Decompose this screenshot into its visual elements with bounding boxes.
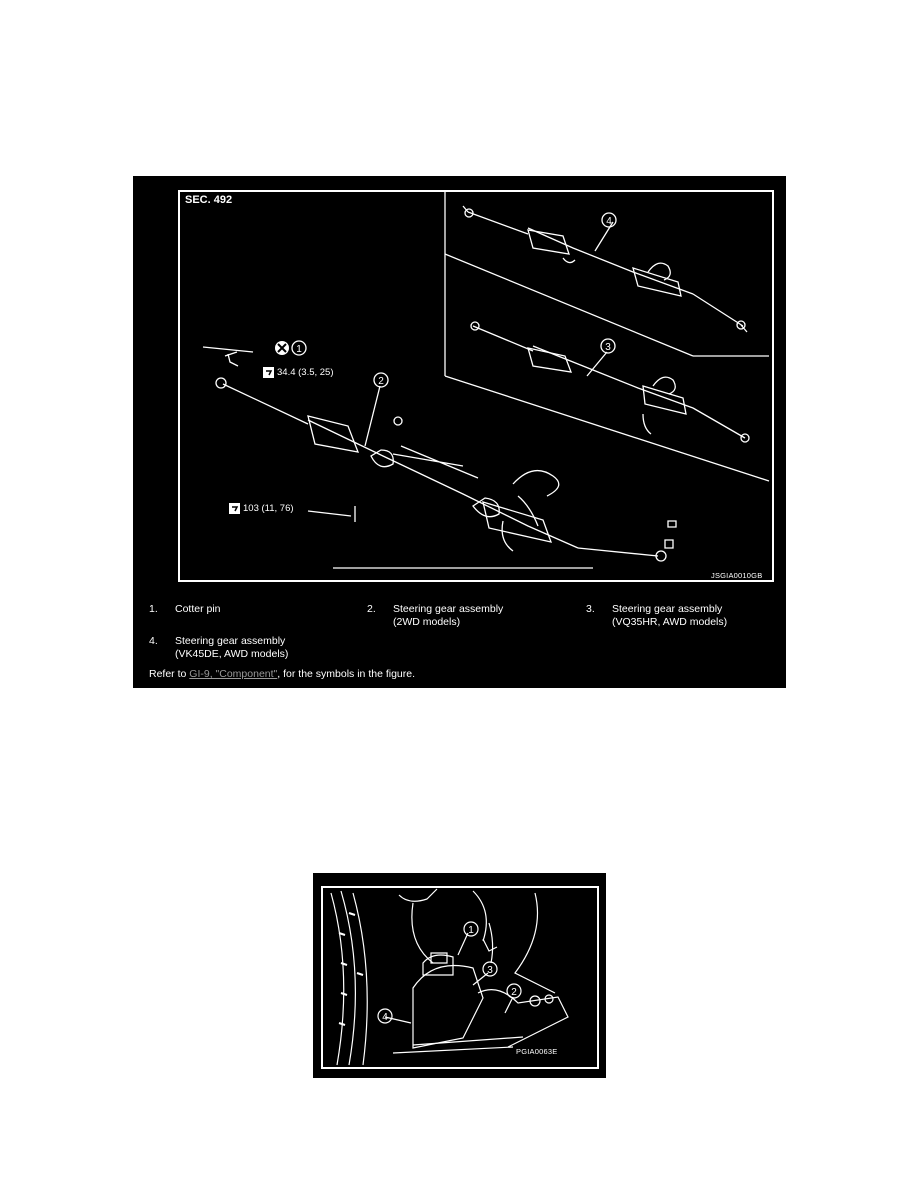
legend-num-2: 2. [367, 603, 376, 615]
callout-4: 4 [382, 1012, 388, 1023]
figure-code: PGIA0063E [516, 1047, 558, 1056]
torque-wrench-icon [229, 503, 240, 514]
torque-value-tie-rod: 34.4 (3.5, 25) [277, 367, 334, 378]
callout-2: 2 [511, 987, 517, 998]
callout-3: 3 [605, 342, 611, 353]
legend-text-3: Steering gear assembly (VQ35HR, AWD models) [612, 603, 728, 628]
section-label: SEC. 492 [185, 194, 233, 206]
legend-num-4: 4. [149, 635, 158, 647]
legend-num-1: 1. [149, 603, 158, 615]
torque-value-bolt: 103 (11, 76) [243, 503, 294, 514]
callout-4: 4 [606, 216, 612, 227]
no-reuse-icon [275, 341, 289, 355]
callout-1: 1 [468, 925, 474, 936]
torque-wrench-icon [263, 367, 274, 378]
component-link[interactable]: GI-9, "Component" [189, 668, 278, 680]
refer-note: Refer to GI-9, "Component", for the symbols in the figure. [149, 668, 416, 680]
legend-text-1: Cotter pin [175, 603, 221, 615]
installation-photo-figure [313, 873, 606, 1078]
figure-code: JSGIA0010GB [711, 571, 763, 580]
legend-num-3: 3. [586, 603, 595, 615]
callout-1: 1 [296, 344, 302, 355]
steering-gear-diagram [133, 176, 786, 596]
gear-mount-illustration [313, 873, 606, 1078]
callout-3: 3 [487, 965, 493, 976]
legend-text-2: Steering gear assembly (2WD models) [393, 603, 504, 628]
component-figure [133, 176, 786, 688]
legend-text-4: Steering gear assembly (VK45DE, AWD models) [175, 635, 289, 660]
callout-2: 2 [378, 376, 384, 387]
